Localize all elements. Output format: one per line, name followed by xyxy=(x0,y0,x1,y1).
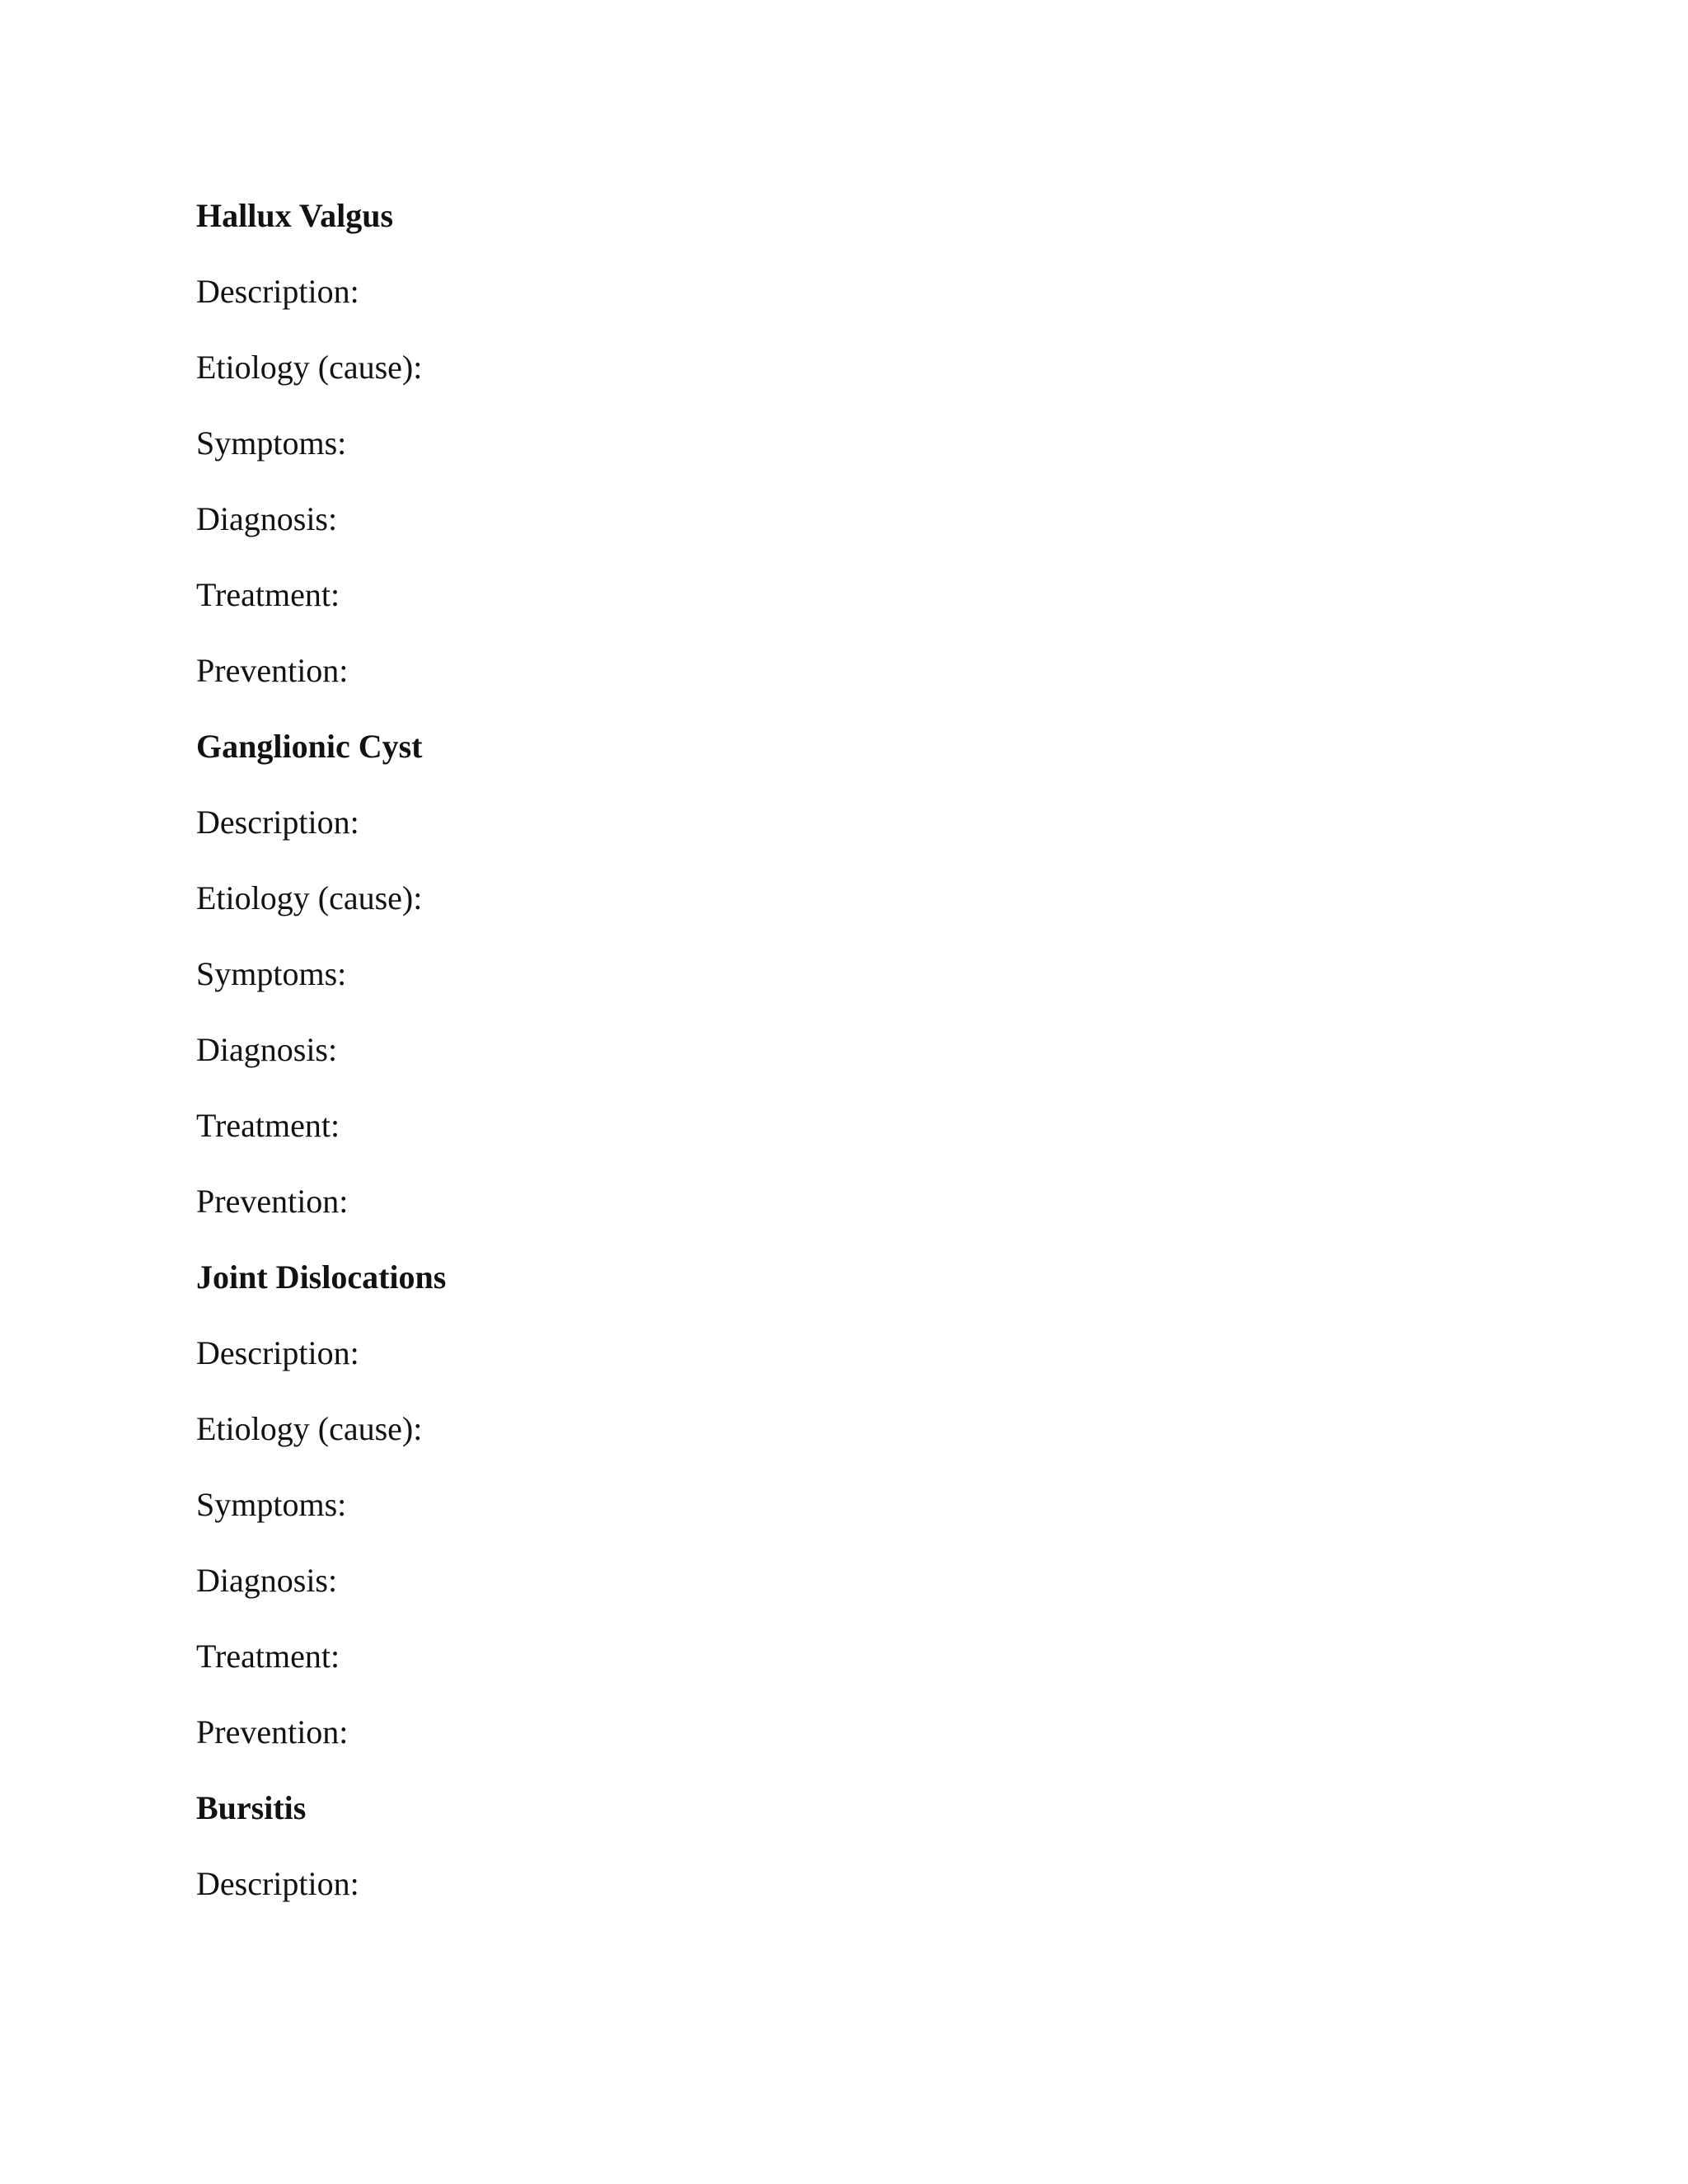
field-label-diagnosis: Diagnosis: xyxy=(196,1562,338,1599)
section-heading-bursitis: Bursitis xyxy=(196,1789,307,1826)
field-label-description: Description: xyxy=(196,273,359,310)
field-label-prevention: Prevention: xyxy=(196,1183,349,1220)
section-heading-ganglionic-cyst: Ganglionic Cyst xyxy=(196,728,423,765)
field-label-etiology: Etiology (cause): xyxy=(196,1410,423,1447)
field-label-diagnosis: Diagnosis: xyxy=(196,1031,338,1068)
field-label-treatment: Treatment: xyxy=(196,1107,340,1144)
field-label-description: Description: xyxy=(196,1865,359,1902)
field-label-etiology: Etiology (cause): xyxy=(196,879,423,916)
field-label-etiology: Etiology (cause): xyxy=(196,349,423,386)
field-label-description: Description: xyxy=(196,1334,359,1371)
field-label-description: Description: xyxy=(196,804,359,841)
field-label-symptoms: Symptoms: xyxy=(196,955,347,992)
section-heading-joint-dislocations: Joint Dislocations xyxy=(196,1258,447,1296)
field-label-prevention: Prevention: xyxy=(196,1713,349,1750)
document-body xyxy=(196,183,1482,1927)
field-label-treatment: Treatment: xyxy=(196,576,340,613)
field-label-diagnosis: Diagnosis: xyxy=(196,500,338,537)
field-label-symptoms: Symptoms: xyxy=(196,424,347,462)
section-heading-hallux-valgus: Hallux Valgus xyxy=(196,197,394,234)
field-label-prevention: Prevention: xyxy=(196,652,349,689)
field-label-treatment: Treatment: xyxy=(196,1638,340,1675)
field-label-symptoms: Symptoms: xyxy=(196,1486,347,1523)
